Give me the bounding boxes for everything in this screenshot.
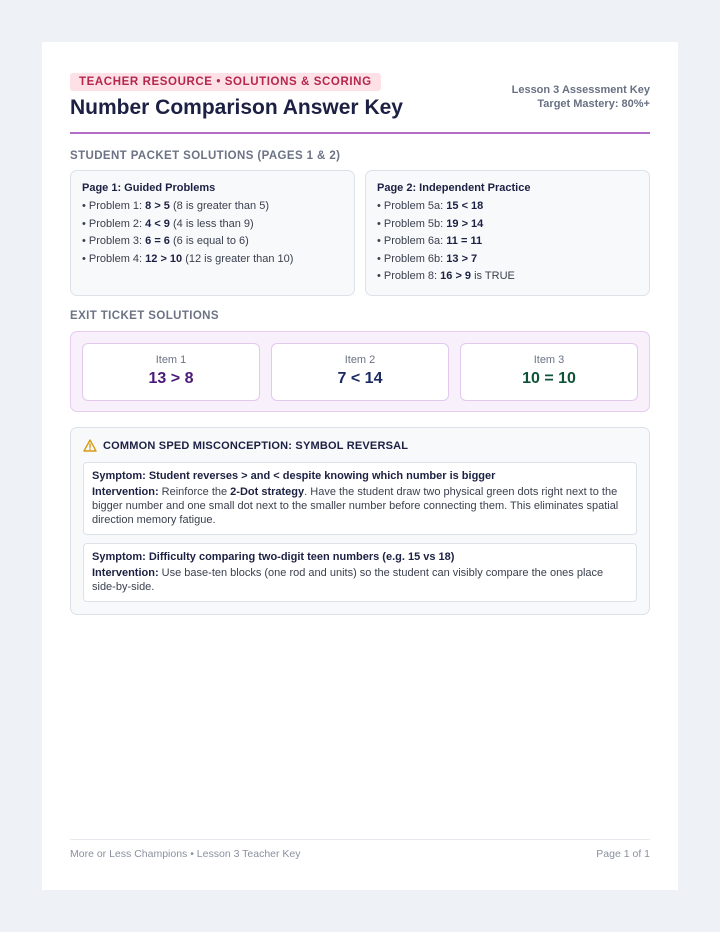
- page-title: Number Comparison Answer Key: [70, 96, 403, 119]
- list-item: • Problem 3: 6 = 6 (6 is equal to 6): [82, 235, 249, 248]
- exit-ticket-panel: [70, 331, 650, 412]
- symptom-text: Symptom: Difficulty comparing two-digit teen numbers (e.g. 15 vs 18): [92, 551, 455, 563]
- list-item: • Problem 2: 4 < 9 (4 is less than 9): [82, 217, 254, 230]
- header-divider: [70, 132, 650, 134]
- list-item: • Problem 6b: 13 > 7: [377, 252, 478, 265]
- answer-key-page: [42, 42, 678, 890]
- exit-item-answer: 7 < 14: [337, 370, 383, 387]
- resource-tag: TEACHER RESOURCE • SOLUTIONS & SCORING: [70, 73, 381, 91]
- list-item: • Problem 5a: 15 < 18: [377, 200, 484, 212]
- exit-item-2: [271, 343, 449, 401]
- exit-item-3: [460, 343, 638, 401]
- footer-title: More or Less Champions • Lesson 3 Teacher Key: [70, 848, 301, 860]
- list-item: • Problem 4: 12 > 10 (12 is greater than 10): [82, 252, 294, 265]
- exit-item-answer: 10 = 10: [522, 370, 576, 387]
- page2-solutions-card: [365, 170, 650, 296]
- exit-item-1: [82, 343, 260, 401]
- exit-item-label: Item 2: [344, 354, 376, 366]
- misconception-entry-2: [83, 543, 637, 602]
- page1-title: Page 1: Guided Problems: [82, 182, 216, 194]
- intervention-text: Intervention: Reinforce the 2-Dot strategy. Have the student draw two physical green dots right next to the bigger number and one small dot next to the smaller number before connecting them. This eliminates spatial direction memory fatigue.: [92, 486, 619, 527]
- list-item: • Problem 6a: 11 = 11: [377, 235, 483, 248]
- misconception-title: COMMON SPED MISCONCEPTION: SYMBOL REVERSAL: [103, 439, 409, 452]
- list-item: • Problem 8: 16 > 9 is TRUE: [377, 270, 515, 283]
- warning-icon: [83, 439, 97, 452]
- lesson-meta: [512, 83, 650, 111]
- misconception-panel: [70, 427, 650, 615]
- footer-divider: [70, 839, 650, 840]
- page2-title: Page 2: Independent Practice: [377, 182, 531, 194]
- list-item: • Problem 1: 8 > 5 (8 is greater than 5): [82, 200, 269, 212]
- packet-section-label: STUDENT PACKET SOLUTIONS (PAGES 1 & 2): [70, 150, 341, 162]
- exit-item-answer: 13 > 8: [148, 370, 194, 387]
- lesson-meta-line: Lesson 3 Assessment Key: [511, 84, 650, 96]
- misconception-entry-1: [83, 462, 637, 535]
- symptom-text: Symptom: Student reverses > and < despite knowing which number is bigger: [92, 470, 496, 482]
- mastery-target: Target Mastery: 80%+: [537, 98, 650, 110]
- exit-section-label: EXIT TICKET SOLUTIONS: [70, 310, 219, 322]
- misconception-header: [83, 439, 408, 452]
- list-item: • Problem 5b: 19 > 14: [377, 217, 484, 230]
- page-number: Page 1 of 1: [596, 848, 650, 860]
- page1-list: [82, 198, 354, 268]
- page2-list: [377, 198, 649, 286]
- page1-solutions-card: [70, 170, 355, 296]
- exit-item-label: Item 3: [533, 354, 565, 366]
- intervention-text: Intervention: Use base-ten blocks (one rod and units) so the student can visibly compare the ones place side-by-side.: [92, 567, 604, 594]
- exit-item-label: Item 1: [155, 354, 187, 366]
